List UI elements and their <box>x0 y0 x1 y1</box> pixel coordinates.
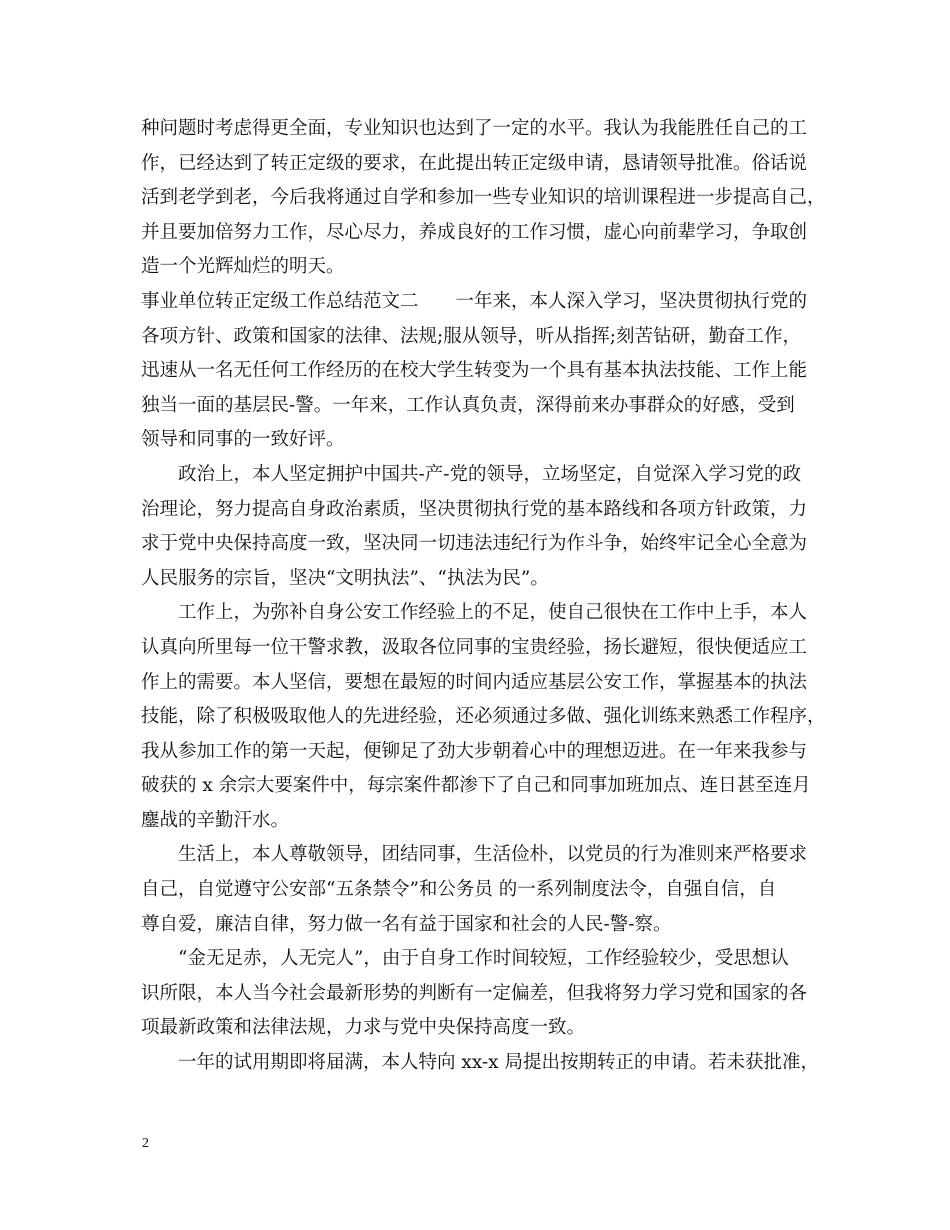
paragraph-start-line: “金无足赤，人无完人”，由于自身工作时间较短，工作经验较少，受思想认 <box>178 948 789 970</box>
text-line: 识所限，本人当今社会最新形势的判断有一定偏差，但我将努力学习党和国家的各 <box>141 982 808 1004</box>
text-line: 项最新政策和法律法规，力求与党中央保持高度一致。 <box>141 1017 586 1039</box>
text-line: 求于党中央保持高度一致，坚决同一切违法违纪行为作斗争，始终牢记全心全意为 <box>141 533 808 555</box>
text-line: 种问题时考虑得更全面，专业知识也达到了一定的水平。我认为我能胜任自己的工 <box>141 118 808 139</box>
document-body <box>141 112 826 1081</box>
text-line: 独当一面的基层民-警。一年来，工作认真负责，深得前来办事群众的好感，受到 <box>141 394 795 416</box>
text-line: 作，已经达到了转正定级的要求，在此提出转正定级申请，恳请领导批准。俗话说 <box>141 152 808 174</box>
text-line: 技能，除了积极吸取他人的先进经验，还必须通过多做、强化训练来熟悉工作程序， <box>141 706 826 728</box>
section-heading-line: 事业单位转正定级工作总结范文二 一年来，本人深入学习，坚决贯彻执行党的 <box>141 290 808 312</box>
text-line: 并且要加倍努力工作，尽心尽力，养成良好的工作习惯，虚心向前辈学习，争取创 <box>141 221 808 243</box>
text-line: 作上的需要。本人坚信，要想在最短的时间内适应基层公安工作，掌握基本的执法 <box>141 671 808 693</box>
text-line: 人民服务的宗旨，坚决“文明执法”、“执法为民”。 <box>141 567 549 589</box>
text-line: 我从参加工作的第一天起，便铆足了劲大步朝着心中的理想迈进。在一年来我参与 <box>141 740 808 762</box>
paragraph-start-line: 生活上，本人尊敬领导，团结同事，生活俭朴，以党员的行为准则来严格要求 <box>178 844 808 866</box>
text-line: 破获的 x 余宗大要案件中，每宗案件都渗下了自己和同事加班加点、连日甚至连月 <box>141 775 811 797</box>
text-line: 领导和同事的一致好评。 <box>141 429 345 451</box>
text-line: 活到老学到老，今后我将通过自学和参加一些专业知识的培训课程进一步提高自己， <box>141 187 826 209</box>
paragraph-start-line: 一年的试用期即将届满，本人特向 xx-x 局提出按期转正的申请。若未获批准， <box>178 1052 819 1074</box>
page-number: 2 <box>142 1136 149 1151</box>
text-line: 造一个光辉灿烂的明天。 <box>141 256 345 278</box>
text-line: 迅速从一名无任何工作经历的在校大学生转变为一个具有基本执法技能、工作上能 <box>141 360 808 382</box>
paragraph-start-line: 工作上，为弥补自身公安工作经验上的不足，使自己很快在工作中上手，本人 <box>178 602 808 624</box>
text-line: 自己，自觉遵守公安部“五条禁令”和公务员 的一系列制度法令，自强自信，自 <box>141 879 777 901</box>
text-line: 认真向所里每一位干警求教，汲取各位同事的宝贵经验，扬长避短，很快便适应工 <box>141 636 808 658</box>
text-line: 鏖战的辛勤汗水。 <box>141 809 290 831</box>
text-line: 尊自爱，廉洁自律，努力做一名有益于国家和社会的人民-警-察。 <box>141 913 672 935</box>
text-line: 各项方针、政策和国家的法律、法规;服从领导，听从指挥;刻苦钻研，勤奋工作， <box>141 325 801 347</box>
text-line: 治理论，努力提高自身政治素质，坚决贯彻执行党的基本路线和各项方针政策，力 <box>141 498 808 520</box>
paragraph-start-line: 政治上，本人坚定拥护中国共-产-党的领导，立场坚定，自觉深入学习党的政 <box>178 463 802 485</box>
